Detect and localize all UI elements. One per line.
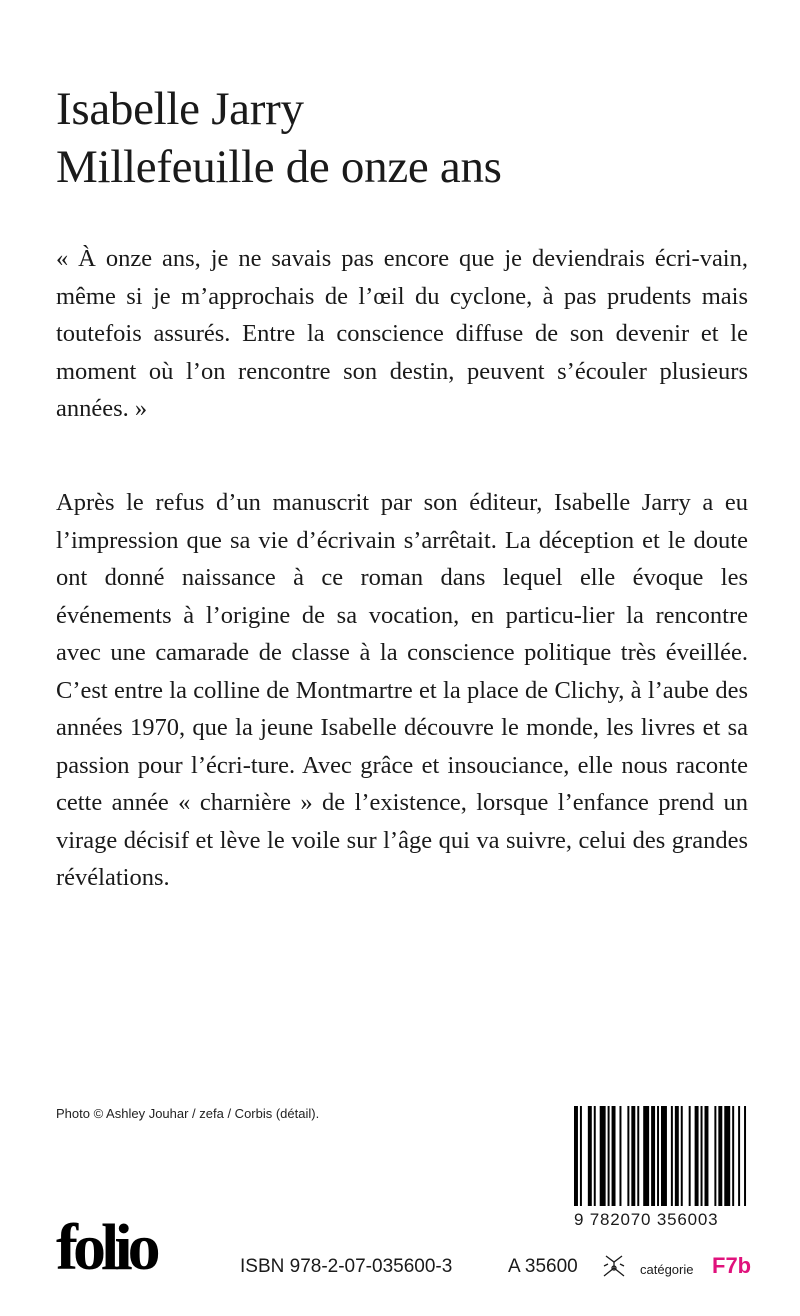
barcode-bars xyxy=(574,1106,748,1206)
barcode xyxy=(574,1106,748,1230)
category-label: catégorie xyxy=(640,1262,694,1277)
barcode-bar xyxy=(627,1106,629,1206)
barcode-bar xyxy=(612,1106,616,1206)
barcode-bar xyxy=(689,1106,691,1206)
gallimard-emblem-icon xyxy=(600,1252,628,1280)
barcode-bar xyxy=(701,1106,703,1206)
barcode-bar xyxy=(732,1106,734,1206)
barcode-bar xyxy=(608,1106,610,1206)
photo-credit: Photo © Ashley Jouhar / zefa / Corbis (détail). xyxy=(56,1106,320,1121)
barcode-bar xyxy=(588,1106,592,1206)
catalog-code: A 35600 xyxy=(508,1256,578,1277)
barcode-bar xyxy=(661,1106,667,1206)
barcode-bar xyxy=(671,1106,673,1206)
barcode-bar xyxy=(594,1106,596,1206)
barcode-bar xyxy=(738,1106,740,1206)
folio-logo: folio xyxy=(56,1211,156,1284)
barcode-bar xyxy=(695,1106,699,1206)
barcode-bar xyxy=(714,1106,716,1206)
barcode-bar xyxy=(600,1106,606,1206)
barcode-bar xyxy=(631,1106,635,1206)
barcode-bar xyxy=(681,1106,683,1206)
barcode-bar xyxy=(619,1106,621,1206)
barcode-bar xyxy=(718,1106,722,1206)
barcode-bar xyxy=(705,1106,709,1206)
book-title: Millefeuille de onze ans xyxy=(56,141,502,193)
barcode-bar xyxy=(675,1106,679,1206)
barcode-bar xyxy=(744,1106,746,1206)
barcode-bar xyxy=(651,1106,655,1206)
barcode-digits: 9 782070 356003 xyxy=(574,1210,719,1229)
barcode-bar xyxy=(643,1106,649,1206)
book-quote: « À onze ans, je ne savais pas encore que je deviendrais écri-vain, même si je m’approchais de l’œil du cyclone, à pas prudents mais toutefois assurés. Entre la conscience diffuse de son devenir et le moment où l’on rencontre son destin, peuvent s’écouler plusieurs années. » xyxy=(56,245,748,422)
barcode-bar xyxy=(574,1106,578,1206)
barcode-bar xyxy=(657,1106,659,1206)
barcode-bar xyxy=(724,1106,730,1206)
category-value: F7b xyxy=(712,1253,752,1278)
barcode-bar xyxy=(580,1106,582,1206)
book-author: Isabelle Jarry xyxy=(56,83,304,135)
barcode-bar xyxy=(637,1106,639,1206)
isbn: ISBN 978-2-07-035600-3 xyxy=(240,1256,453,1277)
book-summary: Après le refus d’un manuscrit par son éditeur, Isabelle Jarry a eu l’impression que sa vie d’écrivain s’arrêtait. La déception et le doute ont donné naissance à ce roman dans lequel elle évoque les événements à l’origine de sa vocation, en particu-lier la rencontre avec une camarade de classe à la conscience politique très éveillée. C’est entre la colline de Montmartre et la place de Clichy, à l’aube des années 1970, que la jeune Isabelle découvre le monde, les livres et sa passion pour l’écri-ture. Avec grâce et insouciance, elle nous raconte cette année « charnière » de l’existence, lorsque l’enfance prend un virage décisif et lève le voile sur l’âge qui va suivre, celui des grandes révélations. xyxy=(56,489,748,891)
